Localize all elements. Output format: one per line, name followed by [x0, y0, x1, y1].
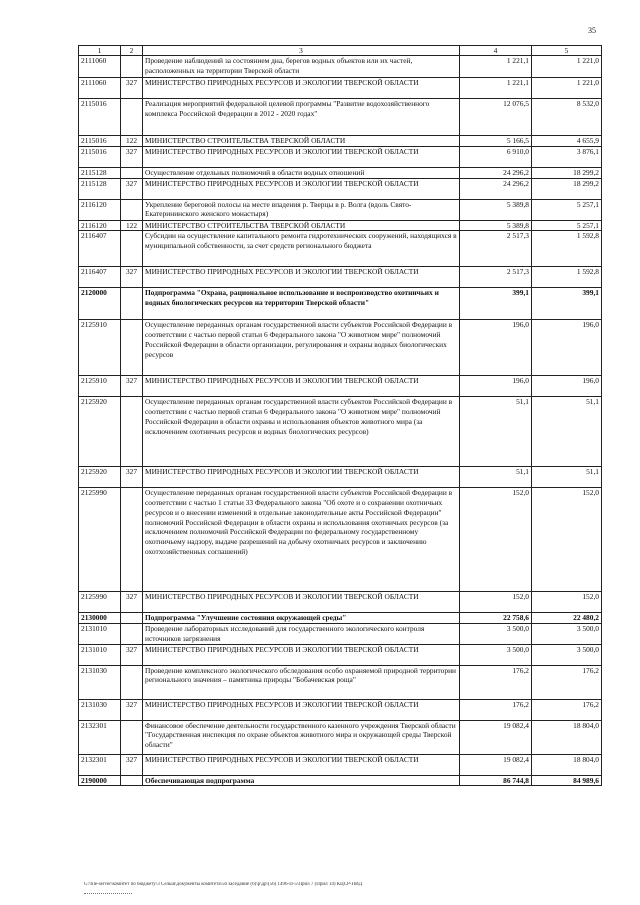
row-value-col4-cell: 2 517,3 — [460, 267, 532, 288]
row-value-col4-cell: 12 076,5 — [460, 99, 532, 136]
row-name-cell: Проведение комплексного экологического обследования особо охраняемой природной территории регионального значения – памятника природы "Бобачевская роща" — [143, 665, 460, 699]
row-value-col5-cell: 8 532,0 — [532, 99, 602, 136]
footer-divider — [84, 893, 132, 894]
row-value-col5-cell: 399,1 — [532, 288, 602, 320]
row-name-cell: Осуществление переданных органам государственной власти субъектов Российской Федерации в соответствии с частью 1 статьи 33 Федерального закона "Об охоте и о сохранении охотничьих ресурсов и о внесении изменений в отдельные законодательные акты Российской Федерации" полномочий Российской Федерации в области охраны и использования охотничьих ресурсов (за исключением полномочий Российской Федерации по федеральному государственному охотничьему надзору, выдаче разрешений на добычу охотничьих ресурсов и заключению охотхозяйственных соглашений) — [143, 488, 460, 592]
row-org-cell — [121, 488, 143, 592]
row-org-cell: 327 — [121, 592, 143, 613]
row-value-col4-cell: 3 500,0 — [460, 624, 532, 645]
table-row — [79, 488, 602, 592]
table-row — [79, 665, 602, 699]
row-value-col4-cell: 1 221,1 — [460, 56, 532, 78]
row-code-cell: 2125920 — [79, 467, 121, 488]
row-org-cell: 327 — [121, 467, 143, 488]
row-code-cell: 2125920 — [79, 397, 121, 467]
table-row — [79, 699, 602, 720]
row-org-cell — [121, 288, 143, 320]
row-value-col5-cell: 196,0 — [532, 376, 602, 397]
row-value-col5-cell: 5 257,1 — [532, 220, 602, 231]
row-org-cell: 327 — [121, 146, 143, 167]
table-row — [79, 56, 602, 78]
header-col-5: 5 — [532, 46, 602, 56]
table-row — [79, 231, 602, 267]
table-row — [79, 220, 602, 231]
row-value-col5-cell: 18 299,2 — [532, 178, 602, 199]
row-org-cell — [121, 397, 143, 467]
header-col-2: 2 — [121, 46, 143, 56]
row-org-cell: 122 — [121, 136, 143, 147]
row-org-cell — [121, 167, 143, 178]
row-value-col4-cell: 1 221,1 — [460, 78, 532, 99]
row-name-cell: Реализация мероприятий федеральной целевой программы "Развитие водохозяйственного комплекса Российской Федерации в 2012 - 2020 годах" — [143, 99, 460, 136]
row-code-cell: 2125990 — [79, 592, 121, 613]
row-name-cell: МИНИСТЕРСТВО ПРИРОДНЫХ РЕСУРСОВ И ЭКОЛОГИИ ТВЕРСКОЙ ОБЛАСТИ — [143, 376, 460, 397]
row-value-col4-cell: 51,1 — [460, 397, 532, 467]
row-value-col4-cell: 24 296,2 — [460, 178, 532, 199]
row-org-cell — [121, 99, 143, 136]
row-value-col4-cell: 5 389,8 — [460, 199, 532, 220]
row-name-cell: МИНИСТЕРСТВО ПРИРОДНЫХ РЕСУРСОВ И ЭКОЛОГИИ ТВЕРСКОЙ ОБЛАСТИ — [143, 467, 460, 488]
row-value-col4-cell: 176,2 — [460, 699, 532, 720]
row-code-cell: 2116407 — [79, 267, 121, 288]
row-code-cell: 2132301 — [79, 754, 121, 775]
row-value-col5-cell: 152,0 — [532, 592, 602, 613]
row-org-cell — [121, 665, 143, 699]
row-code-cell: 2115128 — [79, 178, 121, 199]
table-row — [79, 136, 602, 147]
row-code-cell: 2130000 — [79, 613, 121, 624]
row-org-cell — [121, 613, 143, 624]
row-code-cell: 2125910 — [79, 320, 121, 376]
header-col-3: 3 — [143, 46, 460, 56]
table-row — [79, 720, 602, 754]
row-value-col4-cell: 152,0 — [460, 488, 532, 592]
row-name-cell: Субсидии на осуществление капитального ремонта гидротехнических сооружений, находящихся в муниципальной собственности, за счет средств регионального бюджета — [143, 231, 460, 267]
table-row — [79, 592, 602, 613]
row-org-cell — [121, 231, 143, 267]
row-value-col5-cell: 1 221,0 — [532, 78, 602, 99]
row-code-cell: 2115128 — [79, 167, 121, 178]
row-value-col4-cell: 6 910,0 — [460, 146, 532, 167]
row-value-col5-cell: 51,1 — [532, 397, 602, 467]
row-value-col4-cell: 196,0 — [460, 320, 532, 376]
row-name-cell: МИНИСТЕРСТВО ПРИРОДНЫХ РЕСУРСОВ И ЭКОЛОГИИ ТВЕРСКОЙ ОБЛАСТИ — [143, 78, 460, 99]
row-value-col4-cell: 196,0 — [460, 376, 532, 397]
table-row — [79, 267, 602, 288]
table-row — [79, 199, 602, 220]
row-org-cell — [121, 199, 143, 220]
row-code-cell: 2115016 — [79, 146, 121, 167]
row-code-cell: 2115016 — [79, 136, 121, 147]
row-code-cell: 2111060 — [79, 78, 121, 99]
row-name-cell: Осуществление отдельных полномочий в области водных отношений — [143, 167, 460, 178]
row-value-col5-cell: 1 592,8 — [532, 267, 602, 288]
row-code-cell: 2120000 — [79, 288, 121, 320]
row-code-cell: 2116120 — [79, 220, 121, 231]
row-value-col4-cell: 24 296,2 — [460, 167, 532, 178]
row-org-cell — [121, 56, 143, 78]
row-code-cell: 2131010 — [79, 624, 121, 645]
row-name-cell: МИНИСТЕРСТВО СТРОИТЕЛЬСТВА ТВЕРСКОЙ ОБЛАСТИ — [143, 136, 460, 147]
row-value-col5-cell: 18 804,0 — [532, 720, 602, 754]
row-value-col4-cell: 176,2 — [460, 665, 532, 699]
row-value-col5-cell: 152,0 — [532, 488, 602, 592]
table-row — [79, 320, 602, 376]
row-value-col5-cell: 5 257,1 — [532, 199, 602, 220]
table-row — [79, 624, 602, 645]
row-name-cell: МИНИСТЕРСТВО ПРИРОДНЫХ РЕСУРСОВ И ЭКОЛОГИИ ТВЕРСКОЙ ОБЛАСТИ — [143, 178, 460, 199]
row-value-col4-cell: 3 500,0 — [460, 644, 532, 665]
row-value-col5-cell: 1 221,0 — [532, 56, 602, 78]
row-org-cell: 327 — [121, 267, 143, 288]
file-path-footer: G:\file-server\комитет по бюджету\3 Сельш\документы комитета\56 заседание (6)\р\др\(56) 1496-П-5\Прил 7 (Прил 14) КЦСР-ПИД — [84, 882, 363, 887]
row-value-col5-cell: 84 989,6 — [532, 775, 602, 786]
table-row — [79, 397, 602, 467]
row-org-cell: 327 — [121, 644, 143, 665]
row-value-col5-cell: 18 804,0 — [532, 754, 602, 775]
row-org-cell — [121, 320, 143, 376]
row-code-cell: 2116120 — [79, 199, 121, 220]
row-org-cell: 327 — [121, 78, 143, 99]
row-value-col4-cell: 399,1 — [460, 288, 532, 320]
row-value-col4-cell: 5 166,5 — [460, 136, 532, 147]
table-row — [79, 376, 602, 397]
table-row — [79, 775, 602, 786]
row-code-cell: 2116407 — [79, 231, 121, 267]
row-value-col5-cell: 3 500,0 — [532, 624, 602, 645]
table-row — [79, 754, 602, 775]
row-value-col5-cell: 22 480,2 — [532, 613, 602, 624]
table-row — [79, 288, 602, 320]
row-code-cell: 2131010 — [79, 644, 121, 665]
table-row — [79, 644, 602, 665]
row-code-cell: 2125990 — [79, 488, 121, 592]
budget-table — [78, 45, 602, 786]
row-value-col5-cell: 51,1 — [532, 467, 602, 488]
page-number: 35 — [588, 26, 596, 35]
header-col-4: 4 — [460, 46, 532, 56]
row-name-cell: Укрепление береговой полосы на месте впадения р. Тверцы в р. Волга (вдоль Свято-Екатерининского женского монастыря) — [143, 199, 460, 220]
header-col-1: 1 — [79, 46, 121, 56]
row-org-cell: 327 — [121, 699, 143, 720]
row-name-cell: Проведение наблюдений за состоянием дна, берегов водных объектов или их частей, расположенных на территории Тверской области — [143, 56, 460, 78]
table-row — [79, 178, 602, 199]
row-code-cell: 2131030 — [79, 699, 121, 720]
row-org-cell: 327 — [121, 754, 143, 775]
table-row — [79, 467, 602, 488]
row-value-col5-cell: 3 876,1 — [532, 146, 602, 167]
row-value-col4-cell: 152,0 — [460, 592, 532, 613]
row-code-cell: 2115016 — [79, 99, 121, 136]
row-name-cell: МИНИСТЕРСТВО ПРИРОДНЫХ РЕСУРСОВ И ЭКОЛОГИИ ТВЕРСКОЙ ОБЛАСТИ — [143, 644, 460, 665]
row-org-cell: 122 — [121, 220, 143, 231]
row-code-cell: 2132301 — [79, 720, 121, 754]
row-org-cell — [121, 624, 143, 645]
header-row — [79, 46, 602, 56]
row-value-col4-cell: 5 389,8 — [460, 220, 532, 231]
row-name-cell: Подпрограмма "Охрана, рациональное использование и воспроизводство охотничьих и водных биологических ресурсов на территории Тверской области" — [143, 288, 460, 320]
row-org-cell — [121, 720, 143, 754]
row-value-col5-cell: 18 299,2 — [532, 167, 602, 178]
row-name-cell: Осуществление переданных органам государственной власти субъектов Российской Федерации в соответствии с частью первой статьи 6 Федерального закона "О животном мире" полномочий Российской Федерации в области охраны и использования объектов животного мира (за исключением охотничьих ресурсов и водных биологических ресурсов) — [143, 397, 460, 467]
row-value-col4-cell: 2 517,3 — [460, 231, 532, 267]
row-name-cell: МИНИСТЕРСТВО ПРИРОДНЫХ РЕСУРСОВ И ЭКОЛОГИИ ТВЕРСКОЙ ОБЛАСТИ — [143, 267, 460, 288]
row-code-cell: 2125910 — [79, 376, 121, 397]
table-row — [79, 78, 602, 99]
row-org-cell: 327 — [121, 178, 143, 199]
table-row — [79, 99, 602, 136]
row-code-cell: 2111060 — [79, 56, 121, 78]
row-name-cell: МИНИСТЕРСТВО ПРИРОДНЫХ РЕСУРСОВ И ЭКОЛОГИИ ТВЕРСКОЙ ОБЛАСТИ — [143, 146, 460, 167]
row-name-cell: Осуществление переданных органам государственной власти субъектов Российской Федерации в соответствии с частью первой статьи 6 Федерального закона "О животном мире" полномочий Российской Федерации в области организации, регулирования и охраны водных биологических ресурсов — [143, 320, 460, 376]
row-name-cell: Подпрограмма "Улучшение состояния окружающей среды" — [143, 613, 460, 624]
row-value-col5-cell: 3 500,0 — [532, 644, 602, 665]
row-name-cell: Финансовое обеспечение деятельности государственного казенного учреждения Тверской области "Государственная инспекция по охране объектов животного мира и окружающей среды Тверской области" — [143, 720, 460, 754]
row-value-col5-cell: 4 655,9 — [532, 136, 602, 147]
row-value-col5-cell: 176,2 — [532, 665, 602, 699]
row-value-col5-cell: 196,0 — [532, 320, 602, 376]
row-value-col4-cell: 19 082,4 — [460, 754, 532, 775]
row-name-cell: МИНИСТЕРСТВО ПРИРОДНЫХ РЕСУРСОВ И ЭКОЛОГИИ ТВЕРСКОЙ ОБЛАСТИ — [143, 699, 460, 720]
row-code-cell: 2190000 — [79, 775, 121, 786]
row-code-cell: 2131030 — [79, 665, 121, 699]
row-value-col4-cell: 19 082,4 — [460, 720, 532, 754]
row-value-col4-cell: 22 758,6 — [460, 613, 532, 624]
row-name-cell: Проведение лабораторных исследований для государственного экологического контроля источников загрязнения — [143, 624, 460, 645]
table-row — [79, 146, 602, 167]
row-value-col5-cell: 1 592,8 — [532, 231, 602, 267]
table-row — [79, 167, 602, 178]
row-name-cell: МИНИСТЕРСТВО СТРОИТЕЛЬСТВА ТВЕРСКОЙ ОБЛАСТИ — [143, 220, 460, 231]
row-name-cell: МИНИСТЕРСТВО ПРИРОДНЫХ РЕСУРСОВ И ЭКОЛОГИИ ТВЕРСКОЙ ОБЛАСТИ — [143, 592, 460, 613]
row-name-cell: Обеспечивающая подпрограмма — [143, 775, 460, 786]
row-value-col4-cell: 86 744,8 — [460, 775, 532, 786]
row-name-cell: МИНИСТЕРСТВО ПРИРОДНЫХ РЕСУРСОВ И ЭКОЛОГИИ ТВЕРСКОЙ ОБЛАСТИ — [143, 754, 460, 775]
row-org-cell — [121, 775, 143, 786]
row-value-col5-cell: 176,2 — [532, 699, 602, 720]
row-org-cell: 327 — [121, 376, 143, 397]
row-value-col4-cell: 51,1 — [460, 467, 532, 488]
table-row — [79, 613, 602, 624]
